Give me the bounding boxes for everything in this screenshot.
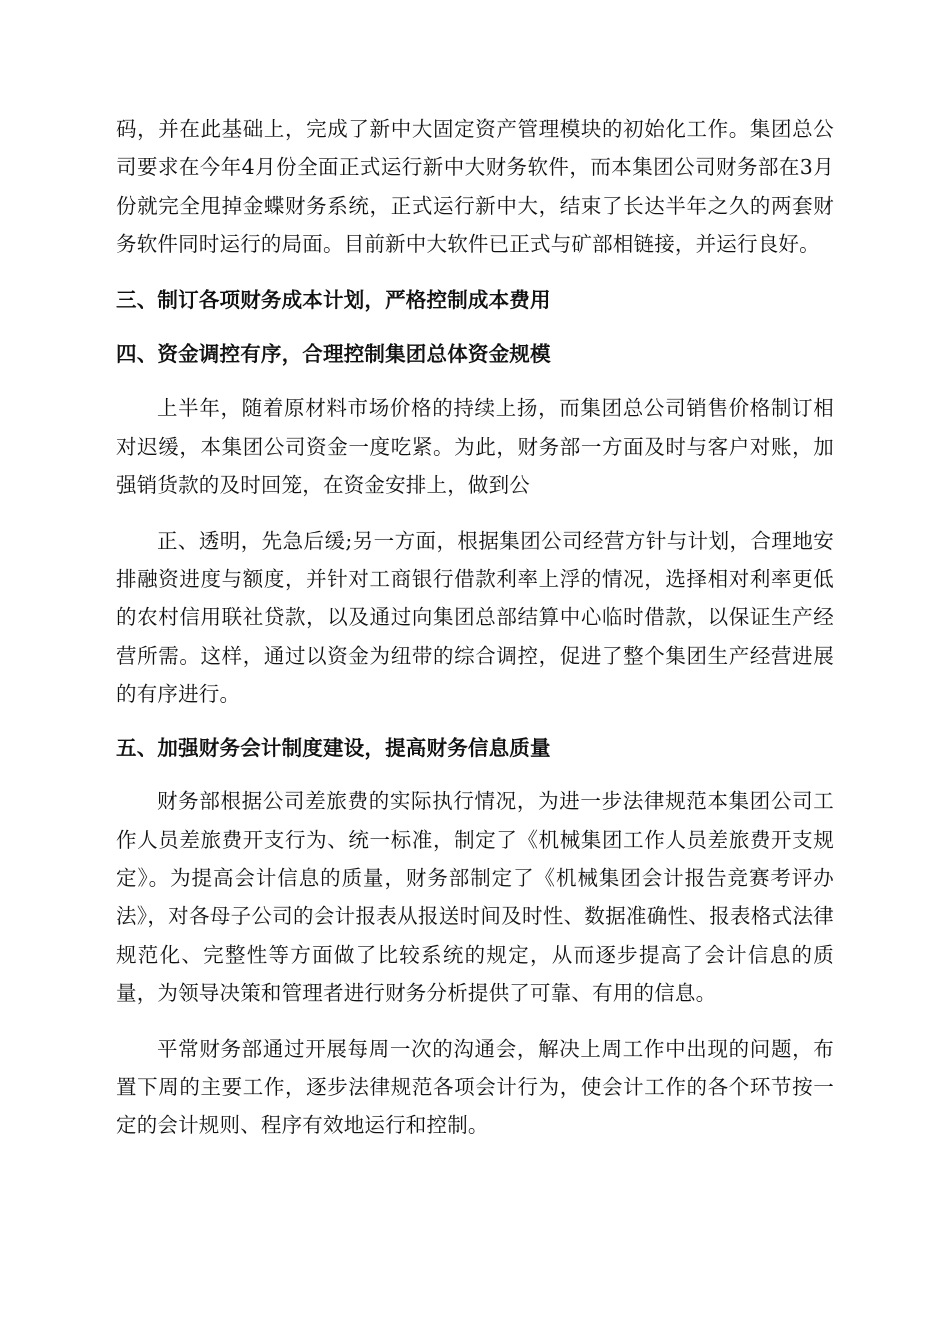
- paragraph-travel-expense-rules: 财务部根据公司差旅费的实际执行情况，为进一步法律规范本集团公司工作人员差旅费开支行为、统一标准，制定了《机械集团工作人员差旅费开支规定》。为提高会计信息的质量，财务部制定了《机械集团会计报告竞赛考评办法》，对各母子公司的会计报表从报送时间及时性、数据准确性、报表格式法律规范化、完整性等方面做了比较系统的规定，从而逐步提高了会计信息的质量，为领导决策和管理者进行财务分析提供了可靠、有用的信息。: [116, 789, 834, 1006]
- paragraph-software-migration: 码，并在此基础上，完成了新中大固定资产管理模块的初始化工作。集团总公司要求在今年4月份全面正式运行新中大财务软件，而本集团公司财务部在3月份就完全甩掉金蝶财务系统，正式运行新中大，结束了长达半年之久的两套财务软件同时运行的局面。目前新中大软件已正式与矿部相链接，并运行良好。: [116, 117, 834, 257]
- paragraph-fund-arrangement: 正、透明，先急后缓;另一方面，根据集团公司经营方针与计划，合理地安排融资进度与额度，并针对工商银行借款利率上浮的情况，选择相对利率更低的农村信用联社贷款，以及通过向集团总部结算中心临时借款，以保证生产经营所需。这样，通过以资金为纽带的综合调控，促进了整个集团生产经营进展的有序进行。: [116, 528, 834, 707]
- section-heading-fund-control: 四、资金调控有序，合理控制集团总体资金规模: [116, 342, 551, 367]
- document-page: [116, 110, 834, 1145]
- paragraph-fund-tight: 上半年，随着原材料市场价格的持续上扬，而集团总公司销售价格制订相对迟缓，本集团公司资金一度吃紧。为此，财务部一方面及时与客户对账，加强销货款的及时回笼，在资金安排上，做到公: [116, 396, 834, 498]
- section-heading-accounting-system: 五、加强财务会计制度建设，提高财务信息质量: [116, 735, 551, 760]
- paragraph-weekly-meeting: 平常财务部通过开展每周一次的沟通会，解决上周工作中出现的问题，布置下周的主要工作，逐步法律规范各项会计行为，使会计工作的各个环节按一定的会计规则、程序有效地运行和控制。: [116, 1036, 834, 1138]
- section-heading-cost-plan: 三、制订各项财务成本计划，严格控制成本费用: [116, 287, 551, 312]
